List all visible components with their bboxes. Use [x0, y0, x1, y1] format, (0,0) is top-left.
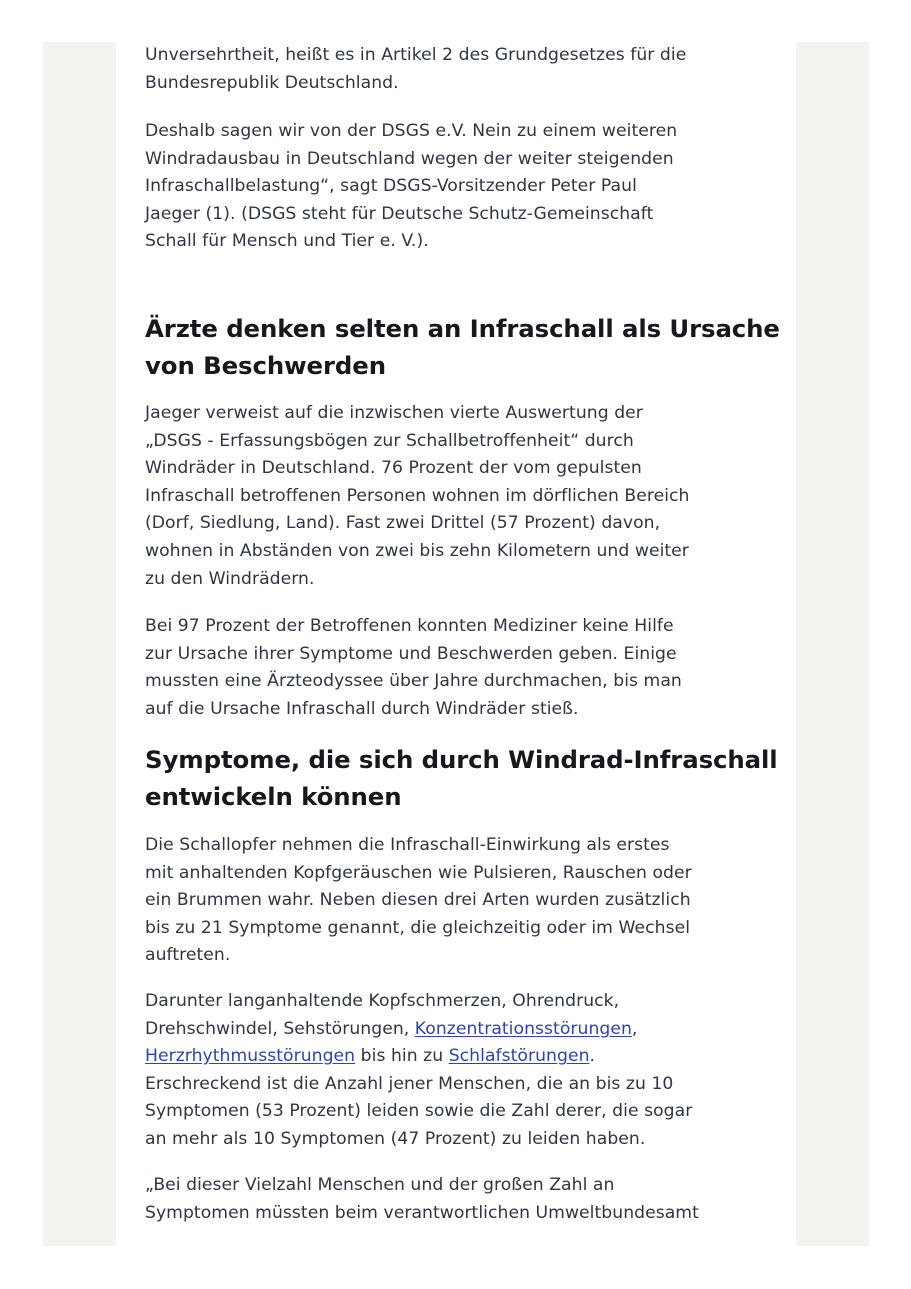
text-line: Jaeger verweist auf die inzwischen vierte Auswertung der	[145, 403, 643, 423]
text-line: ein Brummen wahr. Neben diesen drei Arten wurden zusätzlich	[145, 890, 691, 911]
page-margin-left	[43, 42, 116, 1246]
text-fragment: Drehschwindel, Sehstörungen,	[145, 1018, 415, 1039]
text-line	[145, 1016, 692, 1044]
text-line: zu den Windrädern.	[145, 568, 315, 589]
heading-line: von Beschwerden	[145, 351, 386, 380]
section-heading-symptome	[145, 741, 778, 815]
text-line: wohnen in Abständen von zwei bis zehn Kilometern und weiter	[145, 540, 689, 561]
text-line: „DSGS - Erfassungsbögen zur Schallbetroffenheit“ durch	[145, 430, 634, 451]
text-line: Windradausbau in Deutschland wegen der weiter steigenden	[145, 148, 674, 169]
text-line: Darunter langanhaltende Kopfschmerzen, Ohrendruck,	[145, 991, 620, 1011]
text-line: Die Schallopfer nehmen die Infraschall-Einwirkung als erstes	[145, 835, 670, 855]
text-line: Schall für Mensch und Tier e. V.).	[145, 231, 429, 252]
heading-line: Ärzte denken selten an Infraschall als Ursache	[145, 314, 780, 343]
text-line: bis zu 21 Symptome genannt, die gleichzeitig oder im Wechsel	[145, 917, 691, 938]
text-line: „Bei dieser Vielzahl Menschen und der großen Zahl an	[145, 1175, 615, 1195]
paragraph-auswertung	[145, 400, 690, 593]
paragraph-schallopfer	[145, 832, 692, 970]
link-herzrhythmusstoerungen[interactable]: Herzrhythmusstörungen	[145, 1046, 356, 1067]
text-line: Deshalb sagen wir von der DSGS e.V. Nein zu einem weiteren	[145, 121, 678, 141]
text-fragment: bis hin zu	[355, 1046, 449, 1067]
text-line: Jaeger (1). (DSGS steht für Deutsche Schutz-Gemeinschaft	[145, 203, 654, 224]
heading-line: entwickeln können	[145, 782, 402, 811]
link-schlafstoerungen[interactable]: Schlafstörungen	[448, 1046, 590, 1067]
link-konzentrationsstoerungen[interactable]: Konzentrationsstörungen	[414, 1018, 632, 1039]
text-line: Bundesrepublik Deutschland.	[145, 72, 399, 93]
text-line: Windräder in Deutschland. 76 Prozent der vom gepulsten	[145, 458, 642, 479]
text-line: Symptomen (53 Prozent) leiden sowie die Zahl derer, die sogar	[145, 1101, 693, 1122]
text-fragment: .	[589, 1046, 596, 1067]
text-line: mit anhaltenden Kopfgeräuschen wie Pulsieren, Rauschen oder	[145, 862, 692, 883]
section-heading-aerzte	[145, 310, 780, 384]
text-line	[145, 1043, 692, 1071]
text-line: zur Ursache ihrer Symptome und Beschwerden geben. Einige	[145, 643, 677, 664]
text-line: auftreten.	[145, 945, 231, 966]
article-column	[116, 42, 796, 1246]
paragraph-quote-umweltbundesamt	[145, 1172, 699, 1227]
text-line: (Dorf, Siedlung, Land). Fast zwei Drittel (57 Prozent) davon,	[145, 513, 661, 534]
text-line: Infraschallbelastung“, sagt DSGS-Vorsitzender Peter Paul	[145, 176, 637, 197]
paragraph-dsgs-statement	[145, 118, 677, 256]
text-line: Unversehrtheit, heißt es in Artikel 2 des Grundgesetzes für die	[145, 45, 687, 65]
text-line: an mehr als 10 Symptomen (47 Prozent) zu leiden haben.	[145, 1128, 646, 1149]
paragraph-symptom-list	[145, 988, 692, 1154]
text-line: Infraschall betroffenen Personen wohnen im dörflichen Bereich	[145, 485, 690, 506]
paragraph-mediziner	[145, 613, 682, 723]
text-line: Bei 97 Prozent der Betroffenen konnten Mediziner keine Hilfe	[145, 616, 674, 636]
text-line: auf die Ursache Infraschall durch Windräder stieß.	[145, 698, 579, 719]
heading-line: Symptome, die sich durch Windrad-Infraschall	[145, 745, 778, 774]
page-margin-right	[796, 42, 869, 1246]
paragraph-grundgesetz	[145, 42, 686, 97]
text-line: Symptomen müssten beim verantwortlichen Umweltbundesamt	[145, 1202, 699, 1223]
text-line: mussten eine Ärzteodyssee über Jahre durchmachen, bis man	[145, 671, 682, 692]
text-fragment: ,	[631, 1018, 638, 1039]
text-line: Erschreckend ist die Anzahl jener Menschen, die an bis zu 10	[145, 1073, 674, 1094]
